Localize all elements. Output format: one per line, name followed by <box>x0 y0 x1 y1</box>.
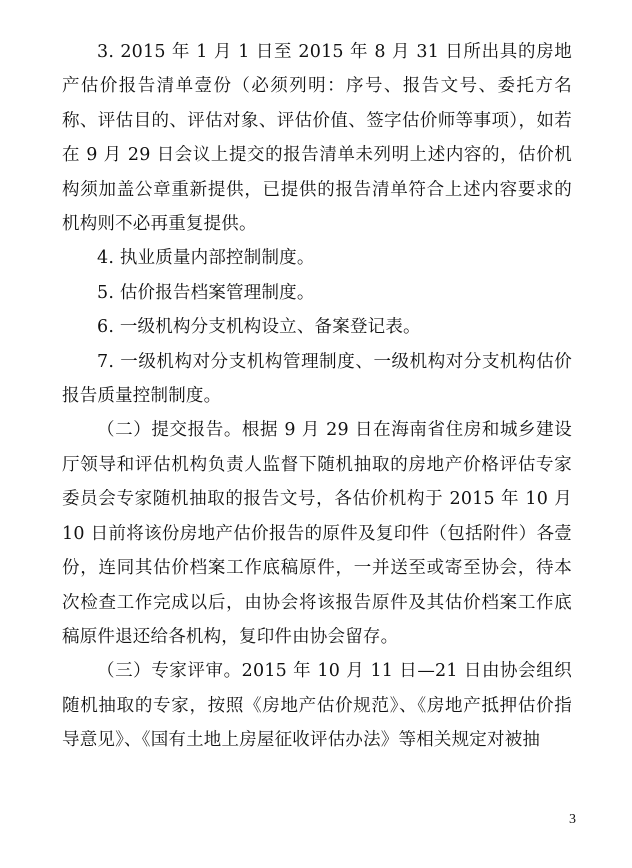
paragraph-item-5: 5. 估价报告档案管理制度。 <box>97 282 315 303</box>
document-body <box>62 35 572 758</box>
paragraph-item-7: 7. 一级机构对分支机构管理制度、一级机构对分支机构估价报告质量控制制度。 <box>62 351 572 407</box>
page-number: 3 <box>569 812 576 827</box>
paragraph-expert-review: （三）专家评审。2015 年 10 月 11 日—21 日由协会组织随机抽取的专家，按照《房地产估价规范》、《房地产抵押估价指导意见》、《国有土地上房屋征收评估办法》等相关规定对被抽 <box>62 661 572 751</box>
paragraph-item-4: 4. 执业质量内部控制制度。 <box>97 248 315 269</box>
paragraph-submit-report: （二）提交报告。根据 9 月 29 日在海南省住房和城乡建设厅领导和评估机构负责人监督下随机抽取的房地产价格评估专家委员会专家随机抽取的报告文号，各估价机构于 2015 年 10 月 10 日前将该份房地产估价报告的原件及复印件（包括附件）各壹份，连同其估价档案工作底稿原件，一并送至或寄至协会，待本次检查工作完成以后，由协会将该报告原件及其估价档案工作底稿原件退还给各机构，复印件由协会留存。 <box>62 420 572 647</box>
paragraph-item-3: 3. 2015 年 1 月 1 日至 2015 年 8 月 31 日所出具的房地产估价报告清单壹份（必须列明：序号、报告文号、委托方名称、评估目的、评估对象、评估价值、签字估价师等事项），如若在 9 月 29 日会议上提交的报告清单未列明上述内容的，估价机构须加盖公章重新提供，已提供的报告清单符合上述内容要求的机构则不必再重复提供。 <box>62 42 572 235</box>
paragraph-item-6: 6. 一级机构分支机构设立、备案登记表。 <box>97 317 421 338</box>
